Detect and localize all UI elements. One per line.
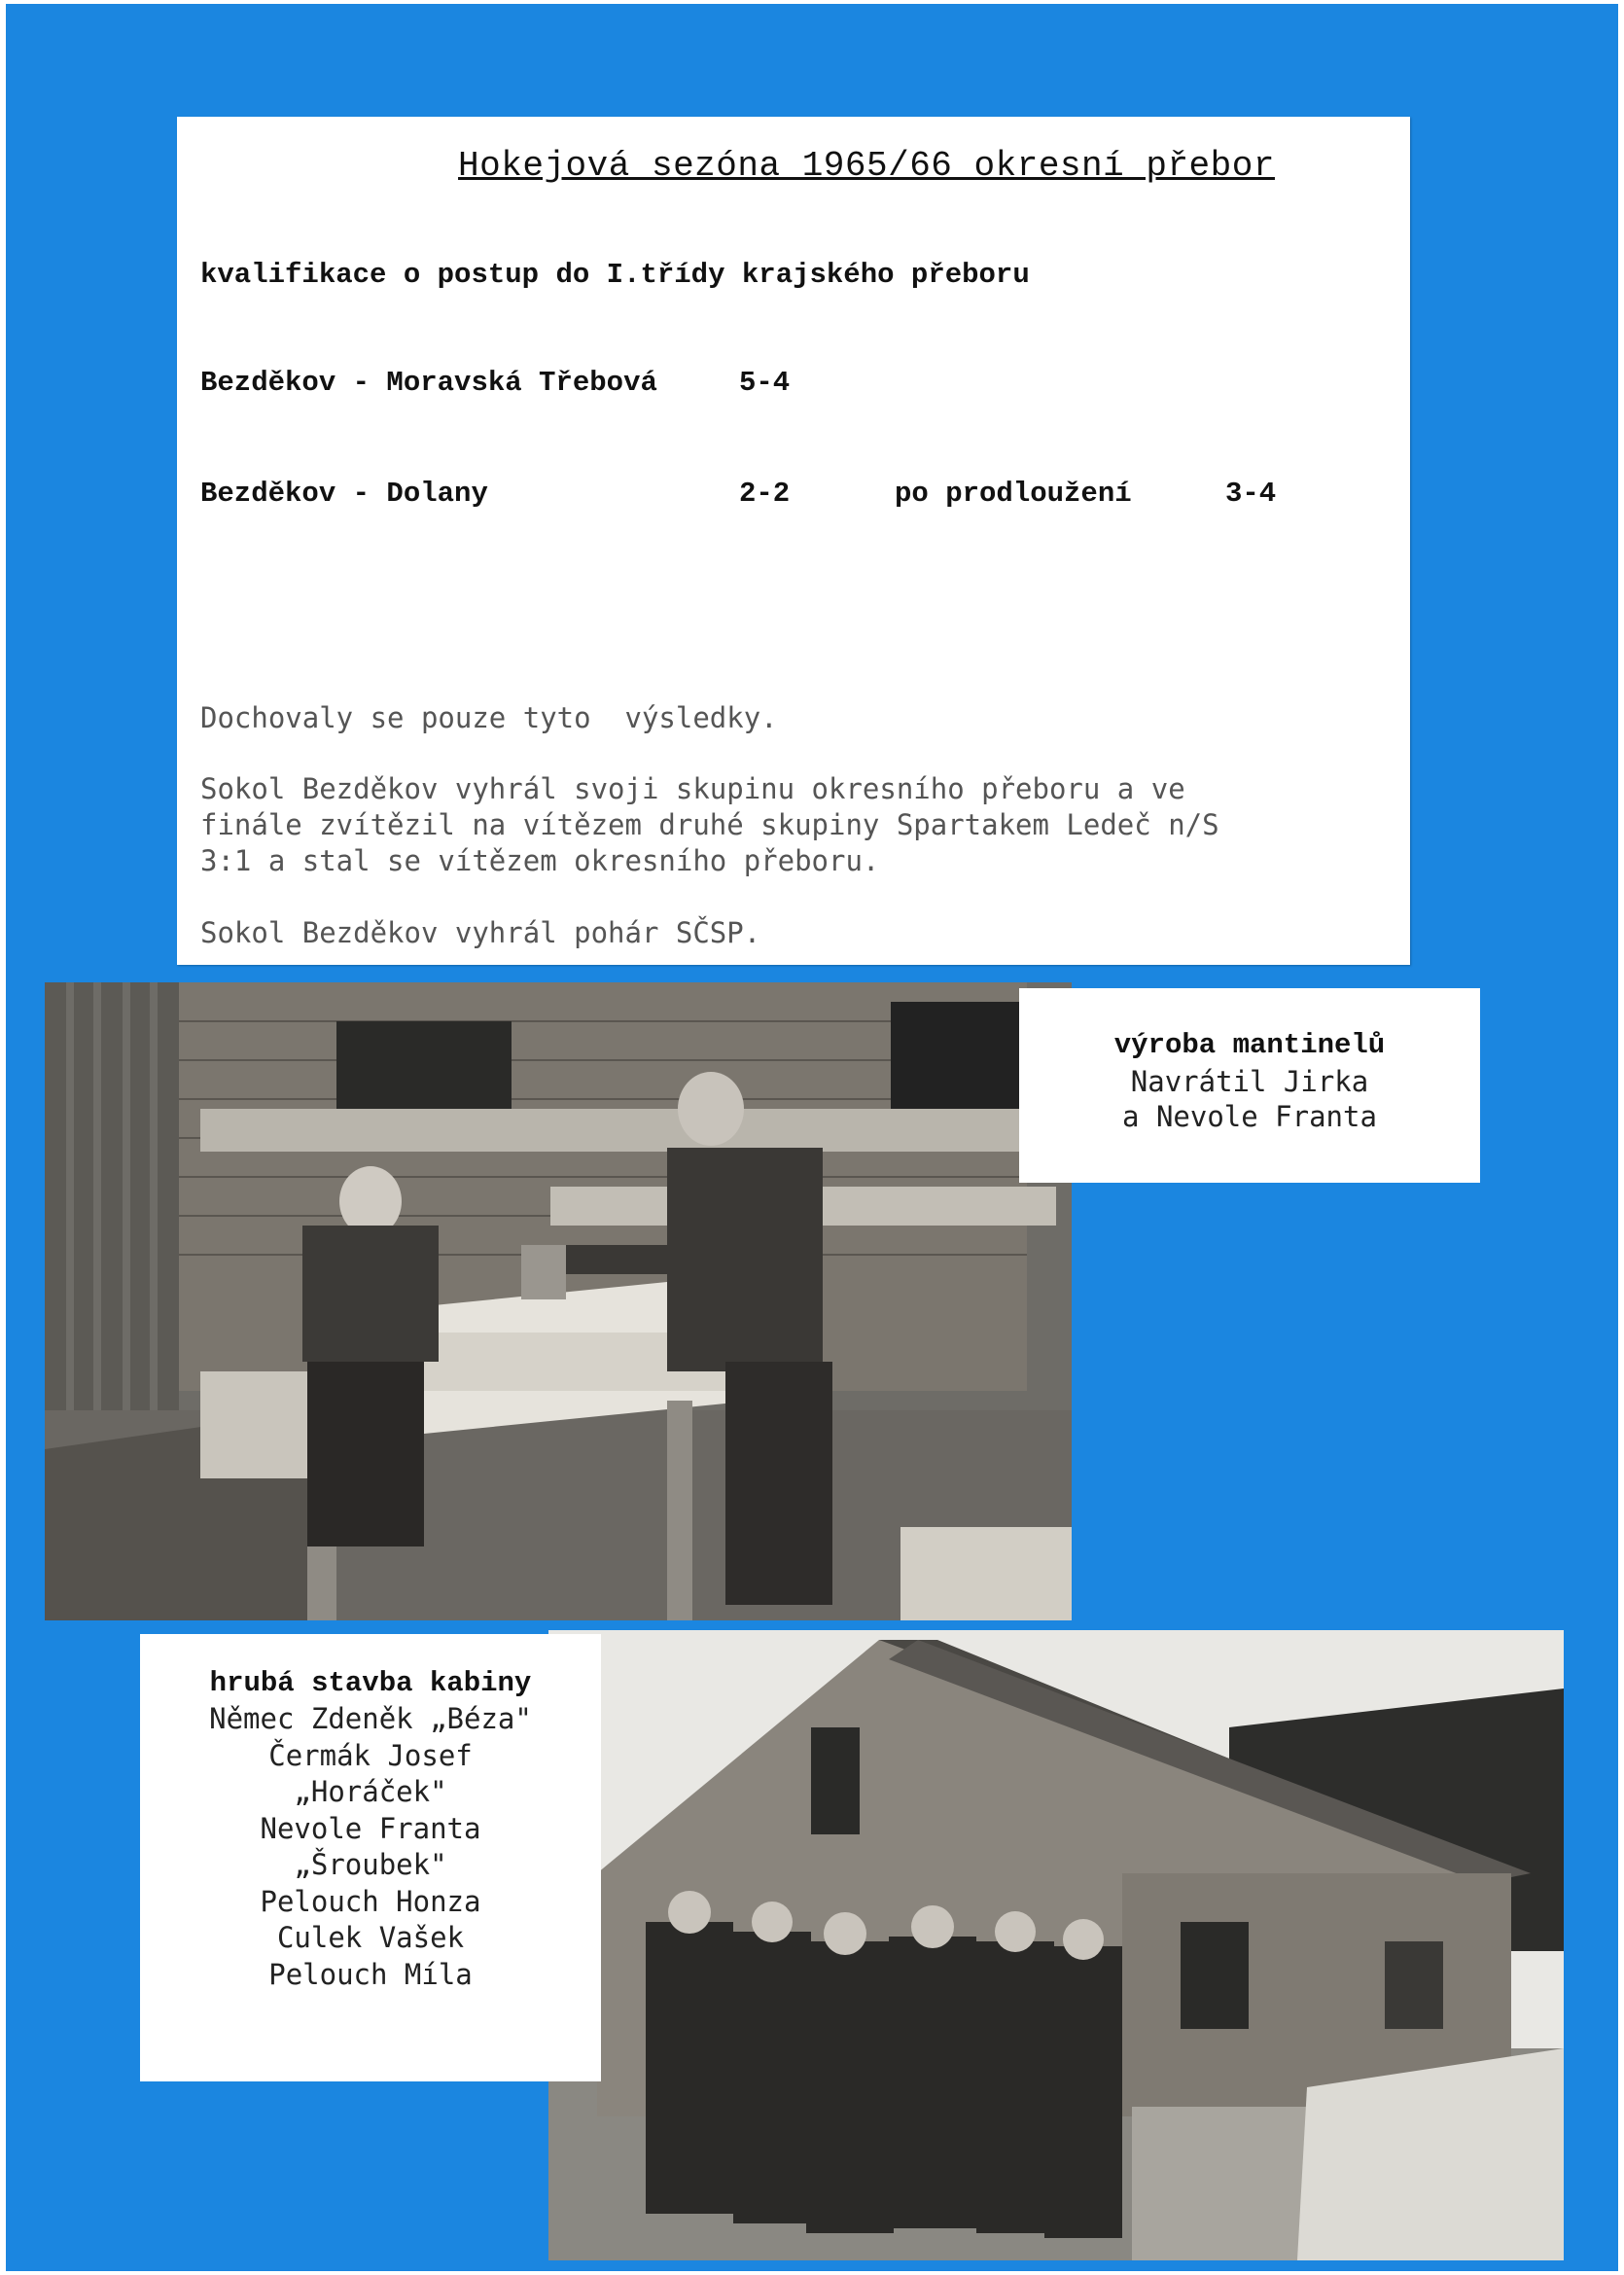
caption-cabin-name: Čermák Josef (268, 1738, 473, 1772)
match2-teams: Bezděkov - Dolany (200, 478, 488, 510)
match2-overtime-label: po prodloužení (895, 478, 1132, 510)
caption-board-making-line2: a Nevole Franta (1122, 1100, 1377, 1133)
match2-overtime-score: 3-4 (1225, 478, 1277, 510)
caption-cabin-name: Němec Zdeněk „Béza" (209, 1702, 532, 1735)
caption-board-making-title: výroba mantinelů (1113, 1029, 1386, 1061)
caption-cabin-name: Pelouch Honza (260, 1884, 481, 1918)
caption-board-making (1019, 988, 1480, 1183)
caption-cabin-name: Culek Vašek (276, 1921, 465, 1954)
photo-cabin-construction (548, 1630, 1564, 2260)
caption-cabin-name: Pelouch Míla (268, 1957, 473, 1991)
caption-cabin-construction (140, 1634, 601, 2081)
note-results-preserved: Dochovaly se pouze tyto výsledky. (200, 701, 778, 734)
qualification-heading: kvalifikace o postup do I.třídy krajského přeboru (200, 259, 1030, 291)
note-cup-win: Sokol Bezděkov vyhrál pohár SČSP. (200, 916, 761, 949)
photo-board-making (45, 982, 1072, 1620)
match2-score: 2-2 (739, 478, 791, 510)
caption-cabin-title: hrubá stavba kabiny (209, 1667, 532, 1699)
match1-teams: Bezděkov - Moravská Třebová (200, 367, 657, 399)
caption-board-making-line1: Navrátil Jirka (1130, 1065, 1369, 1098)
note-group-win-line2: finále zvítězil na vítězem druhé skupiny Spartakem Ledeč n/S (200, 808, 1219, 841)
note-group-win-line3: 3:1 a stal se vítězem okresního přeboru. (200, 844, 880, 877)
match1-score: 5-4 (739, 367, 791, 399)
note-group-win-line1: Sokol Bezděkov vyhrál svoji skupinu okresního přeboru a ve (200, 772, 1185, 805)
page-title: Hokejová sezóna 1965/66 okresní přebor (458, 146, 1275, 186)
caption-cabin-name: „Horáček" (294, 1775, 447, 1808)
caption-cabin-name: Nevole Franta (260, 1811, 481, 1845)
caption-cabin-name: „Šroubek" (294, 1848, 447, 1881)
results-card (177, 117, 1410, 965)
blue-board (6, 4, 1618, 2271)
